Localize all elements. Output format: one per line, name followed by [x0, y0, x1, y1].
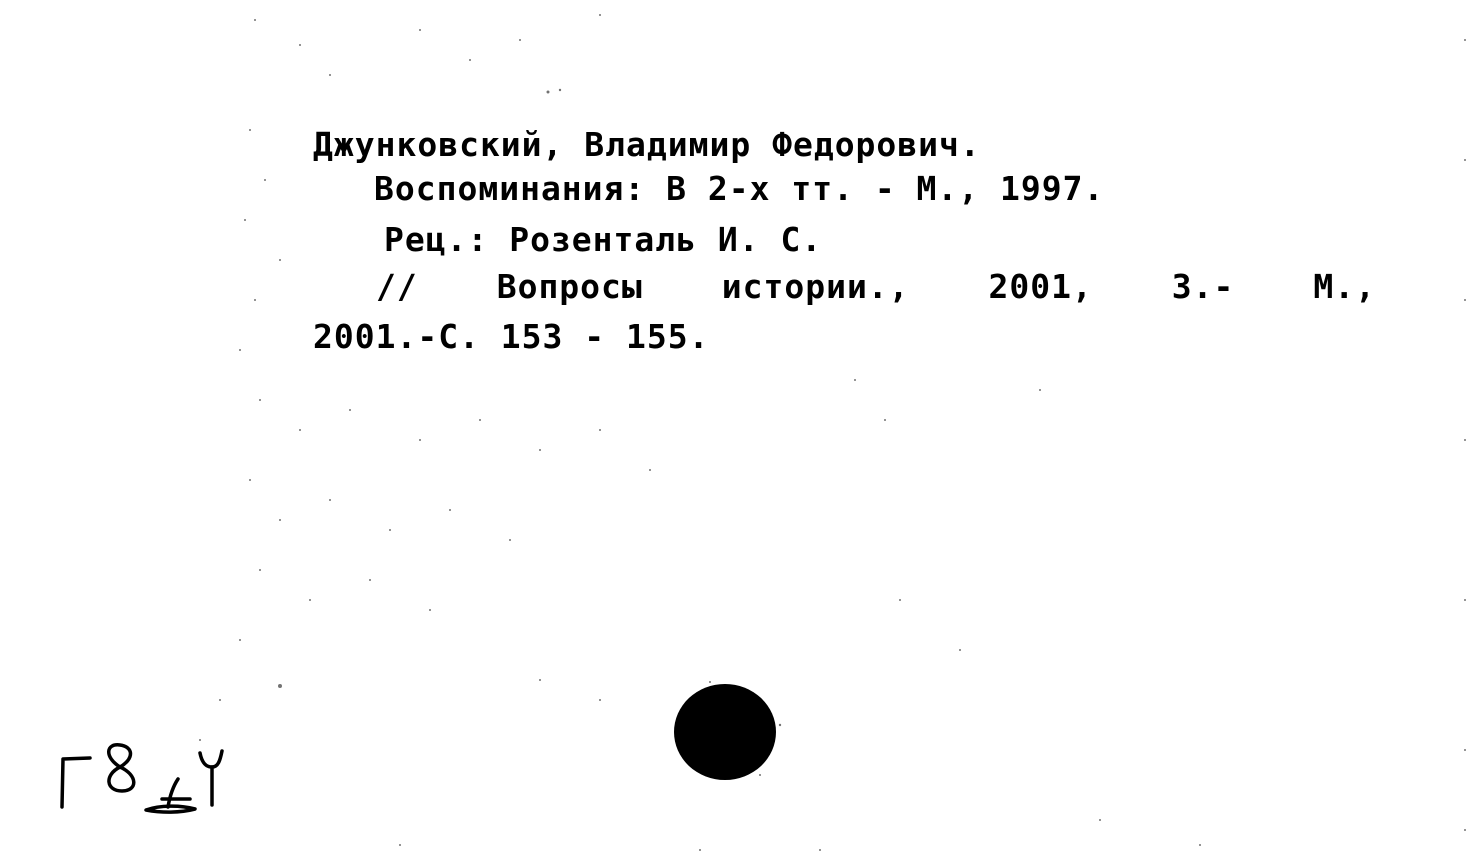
handwritten-shelfmark — [50, 735, 240, 825]
source-part: 2001, — [988, 267, 1093, 306]
title-line: Воспоминания: В 2-х тт. - М., 1997. — [374, 169, 1105, 208]
source-part: 3.- — [1171, 267, 1235, 306]
source-line — [376, 267, 1376, 306]
pages-line: 2001.-С. 153 - 155. — [313, 317, 710, 356]
source-part: // — [376, 267, 418, 306]
source-part: Вопросы — [496, 267, 643, 306]
source-part: истории., — [721, 267, 910, 306]
card-punch-hole — [674, 684, 776, 780]
source-part: М., — [1313, 267, 1376, 306]
author-heading: Джунковский, Владимир Федорович. — [313, 125, 981, 164]
review-line: Рец.: Розенталь И. С. — [384, 220, 823, 259]
